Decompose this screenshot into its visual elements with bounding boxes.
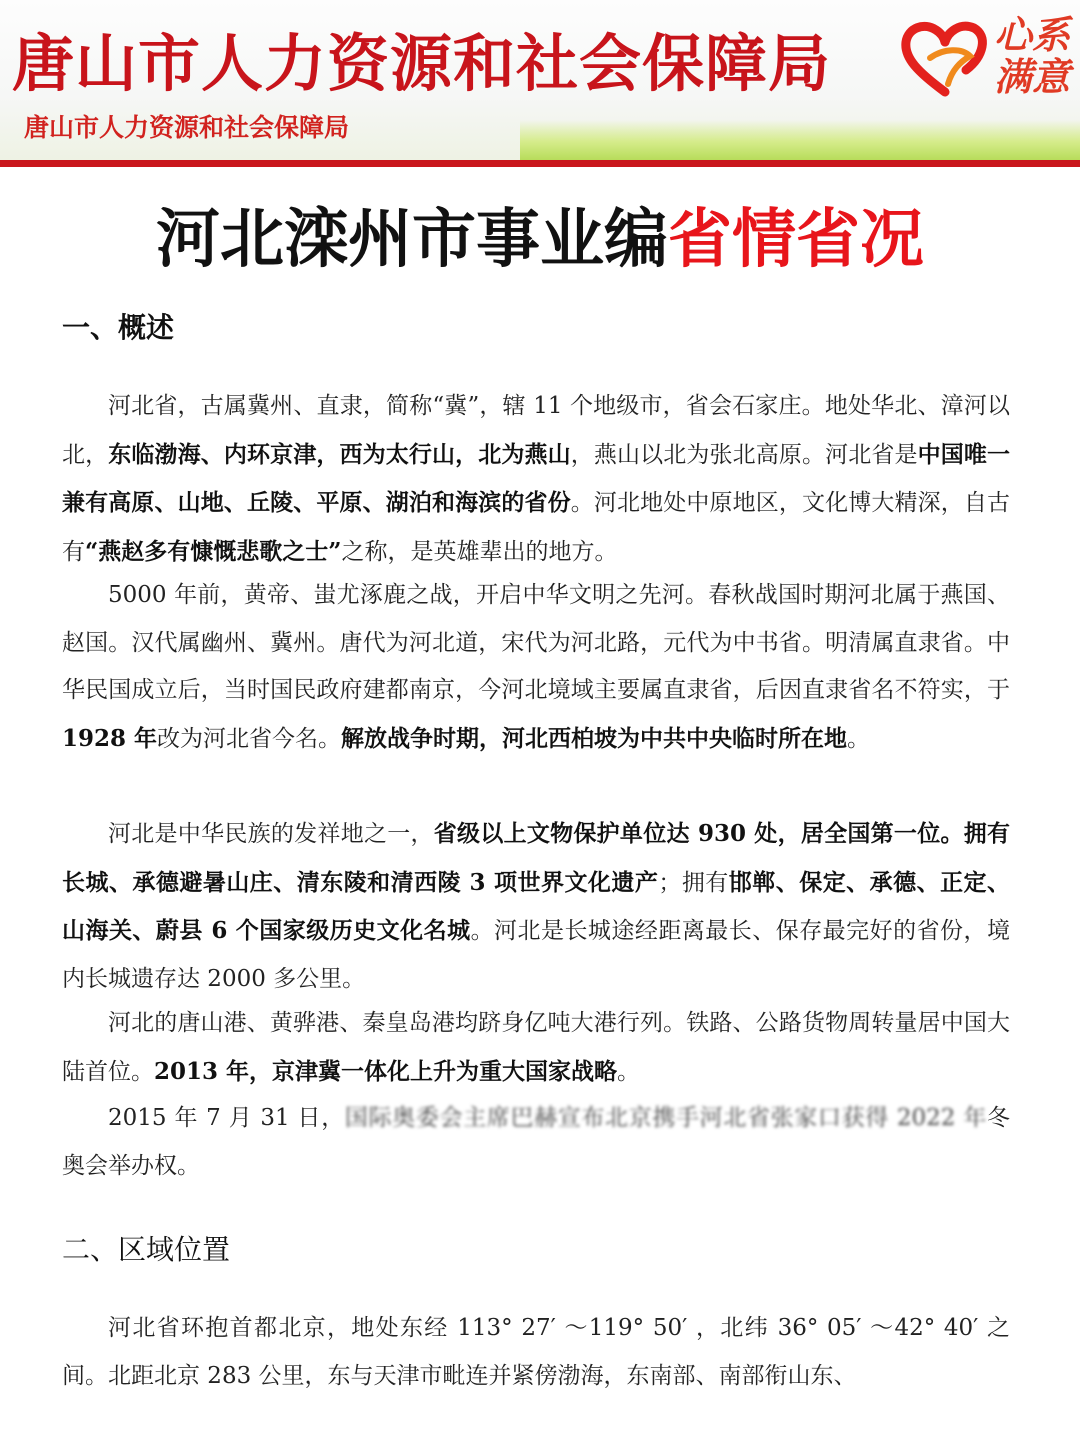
- section-heading-location: 二、区域位置: [62, 1233, 231, 1266]
- paragraph-overview-2: 5000 年前，黄帝、蚩尤涿鹿之战，开启中华文明之先河。春秋战国时期河北属于燕国、赵国。汉代属幽州、冀州。唐代为河北道，宋代为河北路，元代为中书省。明清属直隶省。中华民国成立后，当时国民政府建都南京，今河北境域主要属直隶省，后因直隶省名不符实，于1928 年改为河北省今名。解放战争时期，河北西柏坡为中共中央临时所在地。: [62, 582, 1010, 752]
- title-main: 河北滦州市事业编: [156, 203, 668, 277]
- slogan-line-1: 心系: [994, 13, 1071, 57]
- banner-divider: [0, 160, 1080, 167]
- banner-grass-decoration: [520, 120, 1080, 160]
- slogan-line-2: 满意: [994, 55, 1071, 99]
- title-highlight: 省情省况: [668, 203, 924, 277]
- heart-ribbon-icon: [900, 18, 990, 98]
- paragraph-overview-4: 河北的唐山港、黄骅港、秦皇岛港均跻身亿吨大港行列。铁路、公路货物周转量居中国大陆首位。2013 年，京津冀一体化上升为重大国家战略。: [62, 1010, 1010, 1085]
- paragraph-overview-5: 2015 年 7 月 31 日，国际奥委会主席巴赫宣布北京携手河北省张家口获得 2022 年冬奥会举办权。: [62, 1105, 1011, 1179]
- paragraph-overview-1: 河北省，古属冀州、直隶，简称“冀”，辖 11 个地级市，省会石家庄。地处华北、漳河以北，东临渤海、内环京津，西为太行山，北为燕山，燕山以北为张北高原。河北省是中国唯一兼有高原、山地、丘陵、平原、湖泊和海滨的省份。河北地处中原地区，文化博大精深，自古有“燕赵多有慷慨悲歌之士”之称，是英雄辈出的地方。: [62, 393, 1010, 565]
- document-title: [0, 200, 1080, 280]
- banner-slogan: [994, 14, 1080, 98]
- paragraph-location-1: 河北省环抱首都北京，地处东经 113° 27′ ～119° 50′ ，北纬 36° 05′ ～42° 40′ 之间。北距北京 283 公里，东与天津市毗连并紧傍渤海，东南部、南部衔山东、: [62, 1315, 1010, 1389]
- section-heading-overview: 一、概述: [62, 311, 175, 344]
- header-banner: [0, 0, 1080, 160]
- paragraph-overview-3: 河北是中华民族的发祥地之一，省级以上文物保护单位达 930 处，居全国第一位。拥有长城、承德避暑山庄、清东陵和清西陵 3 项世界文化遗产；拥有邯郸、保定、承德、正定、山海关、蔚县 6 个国家级历史文化名城。河北是长城途经距离最长、保存最完好的省份，境内长城遗存达 2000 多公里。: [62, 820, 1011, 992]
- bureau-subtitle: 唐山市人力资源和社会保障局: [24, 113, 350, 142]
- bureau-title: 唐山市人力资源和社会保障局: [12, 27, 832, 100]
